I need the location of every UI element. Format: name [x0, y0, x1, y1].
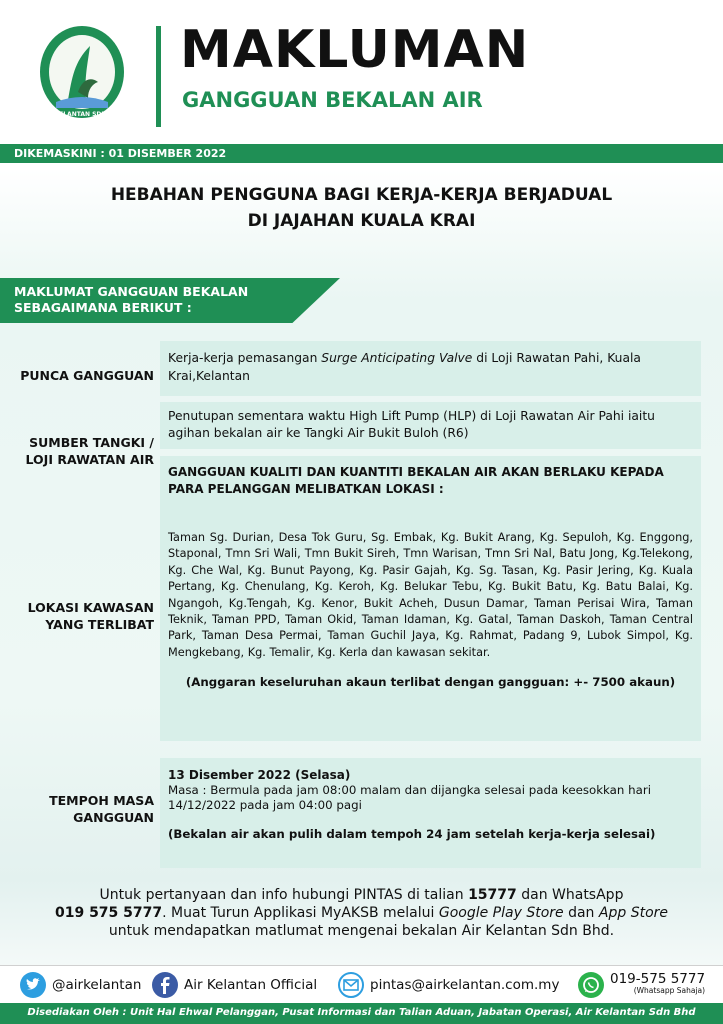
headline-line1: HEBAHAN PENGGUNA BAGI KERJA-KERJA BERJADUAL	[110, 185, 613, 205]
footer-l2-d: dan	[563, 905, 599, 921]
punca-box	[160, 341, 701, 396]
email-address: pintas@airkelantan.com.my	[370, 977, 560, 993]
facebook-name: Air Kelantan Official	[184, 977, 318, 993]
banner-line2: SEBAGAIMANA BERIKUT :	[14, 300, 192, 315]
update-date: DIKEMASKINI : 01 DISEMBER 2022	[14, 147, 227, 160]
tempoh-date: 13 Disember 2022 (Selasa)	[168, 768, 351, 782]
whatsapp-phone: 019-575 5777	[610, 971, 706, 987]
banner-line1: MAKLUMAT GANGGUAN BEKALAN	[14, 284, 249, 299]
twitter-contact[interactable]	[20, 972, 141, 998]
sumber-label-1: SUMBER TANGKI /	[29, 435, 154, 450]
google-play-text: Google Play Store	[438, 905, 564, 921]
punca-text-1: Kerja-kerja pemasangan	[168, 351, 322, 365]
tempoh-label	[4, 792, 154, 826]
punca-label: PUNCA GANGGUAN	[20, 368, 154, 383]
prepared-by: Disediakan Oleh : Unit Hal Ehwal Pelanggan, Pusat Informasi dan Talian Aduan, Jabatan Operasi, Air Kelantan Sdn Bhd	[27, 1007, 696, 1018]
lokasi-areas: Taman Sg. Durian, Desa Tok Guru, Sg. Embak, Kg. Bukit Arang, Kg. Sepuloh, Kg. Enggong, Staponal, Tmn Sri Wali, Tmn Bukit Sireh, Tmn Warisan, Tmn Sri Nal, Batu Jong, Kg.Telekong, Kg. Che Wal, Kg. Bunut Payong, Kg. Pasir Gajah, Kg. Sg. Tasan, Kg. Pasir Jering, Kg. Kuala Pertang, Kg. Chenulang, Kg. Keroh, Kg. Belukar Tebu, Kg. Bukit Batu, Kg. Batu Balai, Kg. Ngangoh, Kg.Tengah, Kg. Kenor, Bukit Acheh, Dusun Damar, Taman Perisai Wira, Taman Teknik, Taman PPD, Taman Okid, Taman Idaman, Kg. Gatal, Taman Daskoh, Taman Central Park, Taman Desa Permai, Taman Guchil Jaya, Kg. Rahmat, Padang 9, Lubok Simpol, Kg. Mengkebang, Kg. Temalir, Kg. Kerla dan kawasan sekitar.	[168, 531, 693, 659]
footer-info	[0, 886, 723, 940]
lokasi-label-1: LOKASI KAWASAN	[27, 600, 154, 615]
sumber-box: Penutupan sementara waktu High Lift Pump (HLP) di Loji Rawatan Air Pahi iaitu agihan bekalan air ke Tangki Air Bukit Buloh (R6)	[160, 402, 701, 449]
tempoh-label-2: GANGGUAN	[73, 810, 154, 825]
twitter-handle: @airkelantan	[52, 977, 142, 993]
lokasi-heading: GANGGUAN KUALITI DAN KUANTITI BEKALAN AIR AKAN BERLAKU KEPADA PARA PELANGGAN MELIBATKAN LOKASI :	[168, 465, 664, 496]
lokasi-label-2: YANG TERLIBAT	[45, 617, 154, 632]
footer-line2	[0, 904, 723, 922]
header-divider	[156, 26, 161, 127]
footer-l1-c: dan WhatsApp	[516, 887, 624, 903]
contact-bar	[0, 965, 723, 1004]
whatsapp-number: 019 575 5777	[54, 905, 163, 921]
whatsapp-contact[interactable]	[578, 972, 705, 998]
app-store-text: App Store	[598, 905, 669, 921]
footer-l1-a: Untuk pertanyaan dan info hubungi PINTAS di talian	[99, 887, 469, 903]
tempoh-note: (Bekalan air akan pulih dalam tempoh 24 jam setelah kerja-kerja selesai)	[168, 827, 656, 841]
email-icon	[338, 972, 364, 998]
sumber-label	[4, 434, 154, 468]
lokasi-label	[4, 599, 154, 633]
footer-l2-b: . Muat Turun Applikasi MyAKSB melalui	[162, 905, 439, 921]
air-kelantan-logo	[38, 22, 126, 120]
lokasi-estimate: (Anggaran keseluruhan akaun terlibat dengan gangguan: +- 7500 akaun)	[185, 675, 676, 690]
whatsapp-icon	[578, 972, 604, 998]
twitter-icon	[20, 972, 46, 998]
punca-text-2: di Loji Rawatan Pahi, Kuala Krai,Kelantan	[168, 351, 641, 383]
facebook-contact[interactable]	[152, 972, 317, 998]
tempoh-label-1: TEMPOH MASA	[49, 793, 154, 808]
headline	[0, 182, 723, 234]
whatsapp-text	[610, 973, 705, 997]
page-subtitle: GANGGUAN BEKALAN AIR	[182, 88, 483, 112]
email-contact[interactable]	[338, 972, 559, 998]
footer-line3: untuk mendapatkan matlumat mengenai bekalan Air Kelantan Sdn Bhd.	[108, 923, 615, 939]
banner-text	[14, 284, 314, 316]
tempoh-time: Masa : Bermula pada jam 08:00 malam dan dijangka selesai pada keesokkan hari 14/12/2022 pada jam 04:00 pagi	[168, 783, 651, 812]
logo-text: AIR KELANTAN SDN BHD	[40, 111, 124, 118]
headline-line2: DI JAJAHAN KUALA KRAI	[247, 211, 476, 231]
tempoh-box	[160, 758, 701, 868]
pintas-number: 15777	[468, 887, 517, 903]
punca-text-italic: Surge Anticipating Valve	[321, 351, 473, 365]
facebook-icon	[152, 972, 178, 998]
lokasi-box	[160, 456, 701, 741]
footer-line1	[0, 886, 723, 904]
page-title: MAKLUMAN	[180, 20, 530, 80]
whatsapp-note: (Whatsapp Sahaja)	[633, 986, 706, 995]
sumber-label-2: LOJI RAWATAN AIR	[25, 452, 154, 467]
